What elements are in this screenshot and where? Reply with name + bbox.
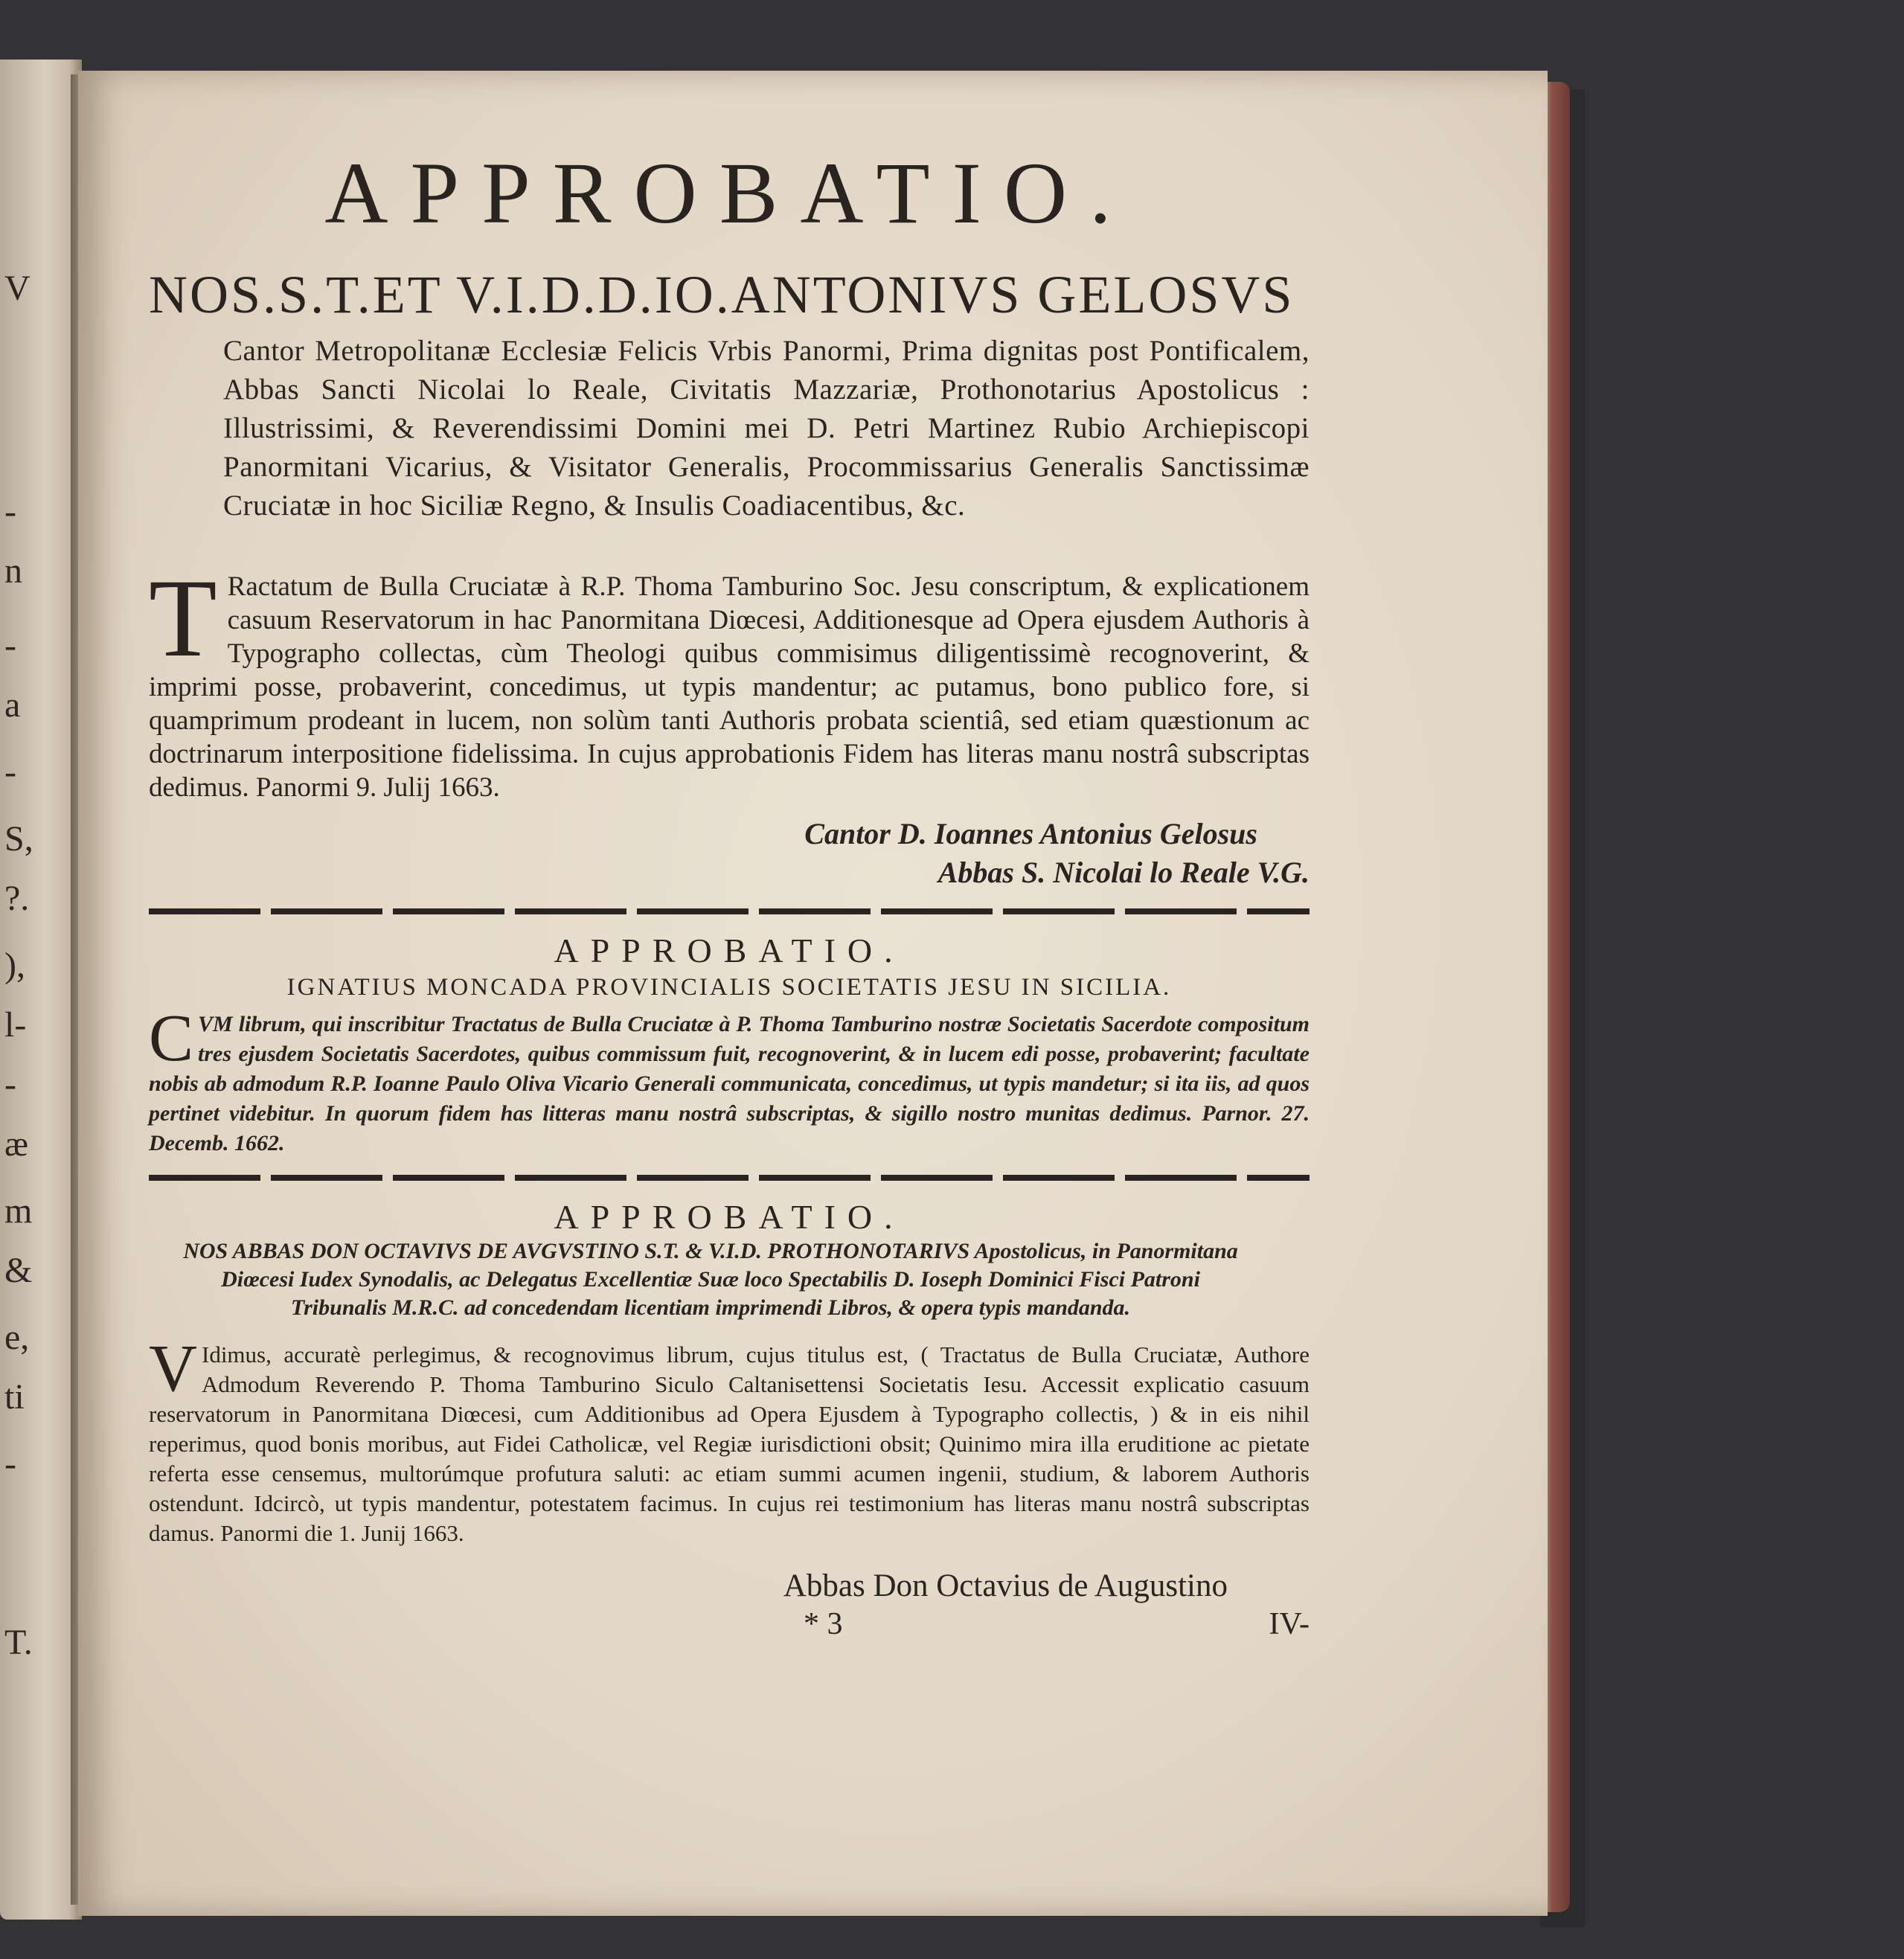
left-margin-text: l- [4, 1005, 27, 1045]
dropcap-v: V [149, 1331, 197, 1405]
page-footer [149, 1606, 1310, 1644]
approbatio-1-body [149, 556, 1310, 804]
left-margin-text: - [4, 1444, 16, 1484]
divider-rule [149, 1175, 1310, 1181]
left-margin-text: T. [4, 1623, 33, 1662]
dropcap-t: T [149, 556, 217, 680]
left-margin-text: - [4, 626, 16, 665]
left-margin-text: e, [4, 1318, 30, 1357]
approbatio-3-text: Idimus, accuratè perlegimus, & recognovimus librum, cujus titulus est, ( Tractatus de Bulla Cruciatæ, Authore Admodum Reverendo P. Thoma Tamburino Siculo Caltanisettensi Societatis Iesu. Accessit explicatio casuum reservatorum in Panormitana Diœcesi, cum Additionibus ad Opera Ejusdem à Typographo collectis, ) & in eis nihil reperimus, quod bonis moribus, aut Fidei Catholicæ, vel Regiæ iurisdictioni obsit; Quinimo mira illa eruditione ac pietate referta esse censemus, multorúmque profutura saluti: ac etiam summi acumen ingenii, studium, & laborem Authoris ostendunt. Idcircò, ut typis mandentur, potestatem facimus. In cujus rei testimonium has literas manu nostrâ subscriptas damus. Panormi die 1. Junij 1663. [149, 1341, 1310, 1546]
left-margin-text: a [4, 685, 21, 725]
augustino-heading: NOS ABBAS DON OCTAVIVS DE AVGVSTINO S.T. & V.I.D. PROTHONOTARIVS Apostolicus, in Panormitana Diœcesi Iudex Synodalis, ac Delegatus Excellentiæ Suæ loco Spectabilis D. Ioseph Dominici Fisci Patroni Tribunalis M.R.C. ad concedendam licentiam imprimendi Libros, & opera typis mandanda. [183, 1238, 1238, 1320]
page-content [149, 145, 1310, 1644]
approbatio-title-2: APPROBATIO. [554, 931, 905, 969]
signature-abbas-reale: Abbas S. Nicolai lo Reale V.G. [937, 855, 1310, 889]
left-page-edge [0, 60, 82, 1920]
left-margin-text: - [4, 752, 16, 792]
intro-paragraph: Cantor Metropolitanæ Ecclesiæ Felicis Vrbis Panormi, Prima dignitas post Pontificalem, Abbas Sancti Nicolai lo Reale, Civitatis Mazzariæ, Prothonotarius Apostolicus : Illustrissimi, & Reverendissimi Domini mei D. Petri Martinez Rubio Archiepiscopi Panormitani Vicarius, & Visitator Generalis, Procommissarius Generalis Sanctissimæ Cruciatæ in hoc Siciliæ Regno, & Insulis Coadiacentibus, &c. [223, 334, 1310, 522]
signature-augustino: Abbas Don Octavius de Augustino [783, 1568, 1228, 1603]
left-margin-text: - [4, 492, 16, 531]
approbatio-title-3: APPROBATIO. [554, 1197, 905, 1236]
signature-gelosus: Cantor D. Ioannes Antonius Gelosus [804, 816, 1257, 850]
left-margin-text: - [4, 1065, 16, 1104]
signature-mark: * 3 [804, 1606, 843, 1641]
left-margin-text: S, [4, 819, 33, 859]
left-margin-text: ti [4, 1377, 25, 1417]
left-margin-text: & [4, 1251, 33, 1290]
approbatio-2-body [149, 1001, 1310, 1158]
dropcap-c: C [149, 1001, 194, 1075]
divider-rule [149, 908, 1310, 914]
approbatio-1-text: Ractatum de Bulla Cruciatæ à R.P. Thoma Tamburino Soc. Jesu conscriptum, & explicationem casuum Reservatorum in hac Panormitana Diœcesi, Additionesque ad Opera ejusdem Authoris à Typographo collectas, cùm Theologi quibus commisimus diligentissimè recognoverint, & imprimi posse, probaverint, concedimus, ut typis mandentur; ac putamus, bono publico fore, si quamprimum prodeant in lucem, non solùm tanti Authoris probata scientiâ, sed etiam quæstionum ac doctrinarum interpositione fidelissima. In cujus approbationis Fidem has literas manu nostrâ subscriptas dedimus. Panormi 9. Julij 1663. [149, 571, 1310, 803]
left-margin-text: æ [4, 1124, 29, 1164]
left-margin-text: ), [4, 946, 25, 985]
approbatio-2-text: VM librum, qui inscribitur Tractatus de Bulla Cruciatæ à P. Thoma Tamburino nostræ Societatis Sacerdote compositum tres ejusdem Societatis Sacerdotes, quibus commissum fuit, recognoverint, & in lucem edi posse, probaverint; facultate nobis ab admodum R.P. Ioanne Paulo Oliva Vicario Generali communicata, concedimus, ut typis mandetur; si ita iis, ad quos pertinet videbitur. In quorum fidem has litteras manu nostrâ subscriptas, & sigillo nostro munitas dedimus. Parnor. 27. Decemb. 1662. [149, 1011, 1310, 1155]
catchword: IV- [1269, 1606, 1310, 1641]
left-margin-text: m [4, 1191, 33, 1231]
left-margin-text: ?. [4, 879, 30, 918]
nos-heading: NOS.S.T.ET V.I.D.D.IO.ANTONIVS GELOSVS [149, 264, 1295, 324]
moncada-heading: IGNATIUS MONCADA PROVINCIALIS SOCIETATIS JESU IN SICILIA. [286, 973, 1172, 1001]
left-margin-text: V [4, 269, 31, 308]
approbatio-title-1: APPROBATIO. [324, 144, 1134, 242]
left-margin-text: n [4, 551, 22, 591]
approbatio-3-body [149, 1331, 1310, 1548]
